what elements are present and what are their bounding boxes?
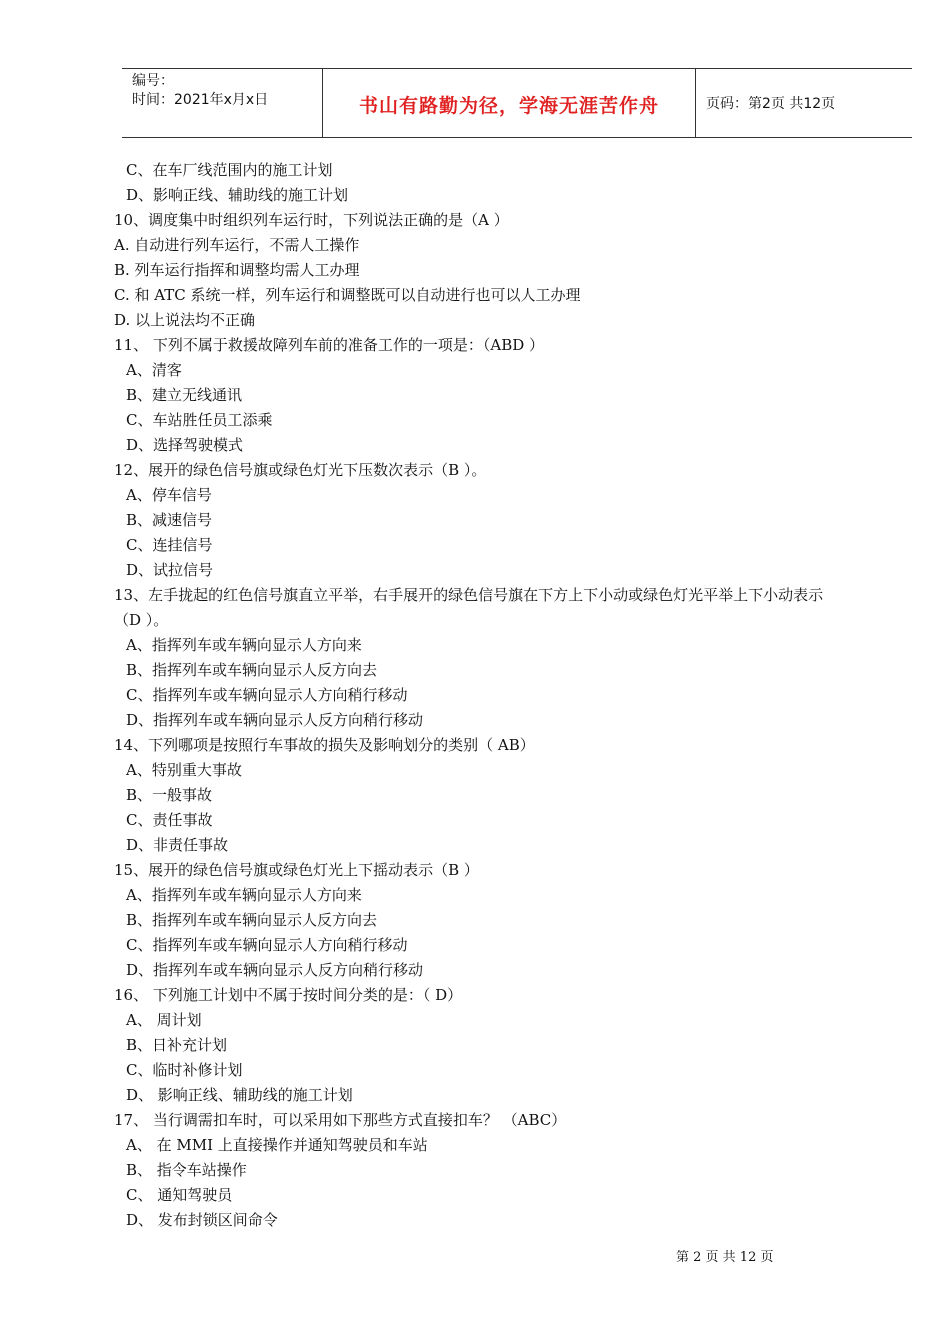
answer-option: A、指挥列车或车辆向显示人方向来 — [126, 886, 362, 904]
page-code: 页码：第2页 共12页 — [706, 96, 836, 112]
answer-option: D、选择驾驶模式 — [126, 436, 244, 454]
answer-option: B、一般事故 — [126, 786, 213, 804]
answer-option: C、责任事故 — [126, 811, 213, 829]
answer-option: D、指挥列车或车辆向显示人反方向稍行移动 — [126, 961, 424, 979]
answer-option: D、 影响正线、辅助线的施工计划 — [126, 1086, 353, 1104]
answer-option: A、 周计划 — [126, 1011, 202, 1029]
answer-option: C、车站胜任员工添乘 — [126, 411, 273, 429]
answer-option: B、建立无线通讯 — [126, 386, 243, 404]
header-page-cell — [696, 69, 912, 137]
question-line: 17、 当行调需扣车时，可以采用如下那些方式直接扣车？ （ABC） — [114, 1111, 567, 1129]
answer-option: C、在车厂线范围内的施工计划 — [126, 161, 333, 179]
answer-option: B、 指令车站操作 — [126, 1161, 247, 1179]
motto-text: 书山有路勤为径，学海无涯苦作舟 — [358, 95, 659, 117]
header-info-cell — [122, 69, 323, 137]
question-line: 12、展开的绿色信号旗或绿色灯光下压数次表示（B ）。 — [114, 461, 487, 479]
time-label: 时间：2021年x月x日 — [132, 92, 269, 108]
question-line: C. 和 ATC 系统一样，列车运行和调整既可以自动进行也可以人工办理 — [114, 286, 581, 304]
answer-option: C、指挥列车或车辆向显示人方向稍行移动 — [126, 936, 408, 954]
question-line: 15、展开的绿色信号旗或绿色灯光上下摇动表示（B ） — [114, 861, 479, 879]
answer-option: B、指挥列车或车辆向显示人反方向去 — [126, 661, 378, 679]
question-line: 13、左手拢起的红色信号旗直立平举，右手展开的绿色信号旗在下方上下小动或绿色灯光平举上下小动表示 — [114, 586, 824, 604]
question-line: B. 列车运行指挥和调整均需人工办理 — [114, 261, 360, 279]
question-line: 10、调度集中时组织列车运行时，下列说法正确的是（A ） — [114, 211, 509, 229]
answer-option: C、临时补修计划 — [126, 1061, 243, 1079]
answer-option: A、停车信号 — [126, 486, 212, 504]
page-header — [122, 68, 912, 138]
header-motto-cell — [323, 69, 696, 137]
answer-option: A、指挥列车或车辆向显示人方向来 — [126, 636, 362, 654]
question-line: D. 以上说法均不正确 — [114, 311, 256, 329]
page-footer: 第 2 页 共 12 页 — [676, 1250, 774, 1265]
question-line: 16、 下列施工计划中不属于按时间分类的是：（ D） — [114, 986, 463, 1004]
answer-option: B、指挥列车或车辆向显示人反方向去 — [126, 911, 378, 929]
answer-option: A、清客 — [126, 361, 182, 379]
answer-option: D、非责任事故 — [126, 836, 229, 854]
question-line: 11、 下列不属于救援故障列车前的准备工作的一项是：（ABD ） — [114, 336, 545, 354]
question-line: 14、下列哪项是按照行车事故的损失及影响划分的类别（ AB） — [114, 736, 535, 754]
question-line: A. 自动进行列车运行，不需人工操作 — [114, 236, 360, 254]
answer-option: D、影响正线、辅助线的施工计划 — [126, 186, 349, 204]
answer-option: D、试拉信号 — [126, 561, 214, 579]
answer-option: C、 通知驾驶员 — [126, 1186, 233, 1204]
answer-option: A、特别重大事故 — [126, 761, 242, 779]
code-label: 编号： — [132, 73, 174, 89]
answer-option: C、指挥列车或车辆向显示人方向稍行移动 — [126, 686, 408, 704]
answer-option: D、 发布封锁区间命令 — [126, 1211, 278, 1229]
answer-option: B、日补充计划 — [126, 1036, 228, 1054]
answer-option: B、减速信号 — [126, 511, 213, 529]
answer-option: A、 在 MMI 上直接操作并通知驾驶员和车站 — [126, 1136, 428, 1154]
answer-option: C、连挂信号 — [126, 536, 213, 554]
answer-option: D、指挥列车或车辆向显示人反方向稍行移动 — [126, 711, 424, 729]
question-content — [114, 158, 934, 1233]
question-line: （D ）。 — [114, 611, 169, 629]
